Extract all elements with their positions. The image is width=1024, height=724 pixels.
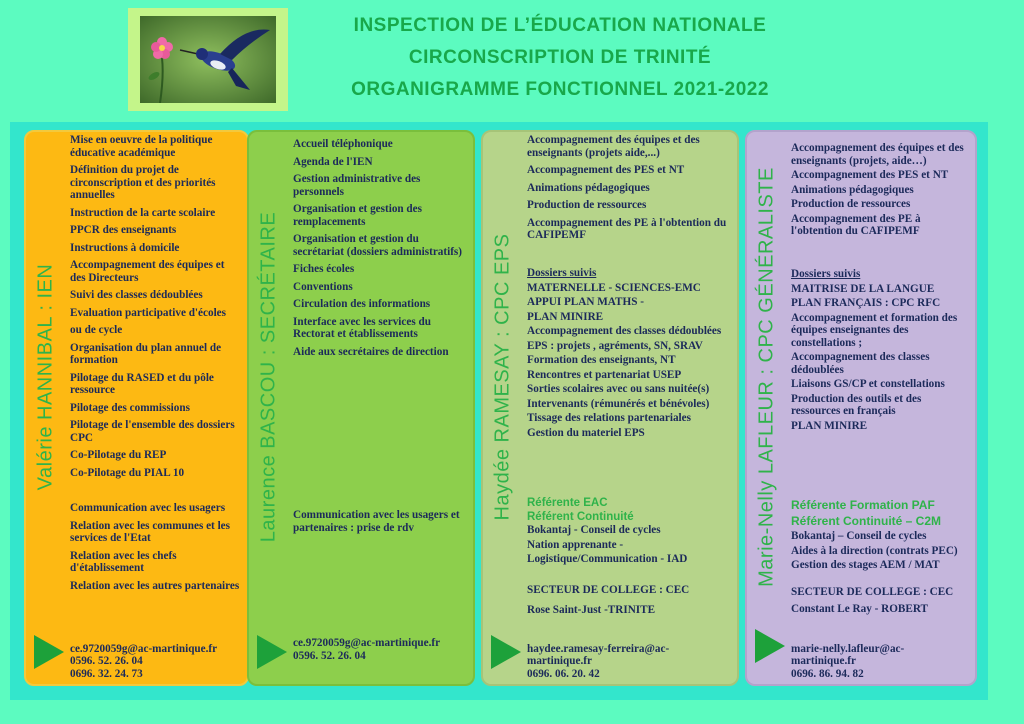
- task-item: Accompagnement des équipes et des enseignants (projets, aide…): [791, 142, 964, 167]
- task-item: Conventions: [293, 280, 353, 293]
- dossier-item: Liaisons GS/CP et constellations: [791, 378, 945, 390]
- contact-block: [70, 643, 241, 681]
- task-item: Accueil téléphonique: [293, 138, 393, 150]
- task-list: [70, 134, 241, 484]
- name-banner: [251, 142, 287, 612]
- dossier-item: Production des outils et des ressources en français: [791, 392, 922, 417]
- referent-label: Référente EAC: [527, 497, 608, 509]
- task-item: Relation avec les chefs d'établissement: [70, 549, 177, 574]
- dossier-item: Accompagnement et formation des équipes enseignantes des constellations ;: [791, 311, 958, 349]
- dossier-item: Gestion du materiel EPS: [527, 426, 645, 439]
- secteur-name: Rose Saint-Just -TRINITE: [527, 603, 656, 616]
- dossier-item: Sorties scolaires avec ou sans nuitée(s): [527, 383, 710, 395]
- person-name: Haydée RAMESAY : CPC EPS: [491, 233, 514, 521]
- phone-number: 0696. 06. 20. 42: [527, 667, 600, 680]
- task-item: Pilotage de l'ensemble des dossiers CPC: [70, 419, 235, 444]
- title-line-1: INSPECTION DE L’ÉDUCATION NATIONALE: [353, 15, 767, 36]
- task-item: Interface avec les services du Rectorat et établissements: [293, 315, 431, 340]
- title-line-3: ORGANIGRAMME FONCTIONNEL 2021-2022: [351, 79, 769, 100]
- referent-block: [527, 496, 731, 568]
- task-item: Accompagnement des PE à l'obtention du CAFIPEMF: [527, 216, 727, 241]
- referent-label: Référent Continuité: [527, 511, 634, 523]
- name-banner: [28, 142, 64, 612]
- header-titles: [300, 10, 820, 106]
- secteur-block: [791, 586, 969, 617]
- secteur-label: SECTEUR DE COLLEGE : CEC: [791, 586, 954, 598]
- task-item: ou de cycle: [70, 324, 123, 336]
- dossier-item: APPUI PLAN MATHS -: [527, 296, 644, 308]
- secteur-label: SECTEUR DE COLLEGE : CEC: [527, 584, 690, 596]
- arrow-icon: [755, 629, 785, 663]
- contact-block: [527, 643, 731, 681]
- dossiers-list: [791, 268, 969, 434]
- task-item: Définition du projet de circonscription et des priorités annuelles: [70, 164, 216, 201]
- title-line-2: CIRCONSCRIPTION DE TRINITÉ: [408, 47, 712, 68]
- person-name: Laurence BASCOU : SECRÉTAIRE: [257, 211, 280, 543]
- task-item: Relation avec les communes et les services de l'Etat: [70, 519, 231, 544]
- dossier-item: PLAN MINIRE: [527, 310, 604, 323]
- arrow-icon: [34, 635, 64, 669]
- dossier-item: Rencontres et partenariat USEP: [527, 368, 682, 381]
- dossier-item: PLAN MINIRE: [791, 419, 868, 432]
- name-banner: [749, 142, 785, 612]
- contact-block: [293, 637, 467, 662]
- task-item: Fiches écoles: [293, 263, 355, 275]
- column-cpc-eps: [481, 130, 739, 686]
- dossiers-heading: Dossiers suivis: [527, 267, 597, 279]
- relations-list: [70, 502, 241, 597]
- email-link[interactable]: ce.9720059g@ac-martinique.fr: [293, 637, 441, 649]
- task-item: Pilotage des commissions: [70, 401, 190, 414]
- phone-number: 0596. 52. 26. 04: [293, 649, 366, 662]
- task-item: Animations pédagogiques: [527, 181, 650, 194]
- referent-block: [791, 498, 969, 574]
- dossier-item: Accompagnement des classes dédoublées: [527, 325, 722, 337]
- task-item: Instruction de la carte scolaire: [70, 206, 216, 219]
- task-item: Pilotage du RASED et du pôle ressource: [70, 371, 214, 396]
- task-item: Accompagnement des PES et NT: [527, 164, 685, 176]
- dossier-item: Intervenants (rémunérés et bénévoles): [527, 397, 710, 410]
- dossiers-heading: Dossiers suivis: [791, 268, 861, 280]
- task-item: PPCR des enseignants: [70, 224, 177, 236]
- name-banner: [485, 142, 521, 612]
- column-secretaire: [247, 130, 475, 686]
- task-item: Organisation et gestion des remplacements: [293, 203, 422, 228]
- phone-number: 0596. 52. 26. 04: [70, 655, 143, 667]
- extra-item: Bokantaj - Conseil de cycles: [527, 524, 661, 536]
- extra-item: Gestion des stages AEM / MAT: [791, 559, 940, 571]
- dossier-item: Accompagnement des classes dédoublées: [791, 351, 930, 376]
- arrow-icon: [491, 635, 521, 669]
- secteur-block: [527, 584, 731, 618]
- task-item: Aide aux secrétaires de direction: [293, 345, 449, 358]
- dossier-item: MAITRISE DE LA LANGUE: [791, 282, 935, 295]
- task-item: Communication avec les usagers: [70, 502, 226, 514]
- task-item: Mise en oeuvre de la politique éducative académique: [70, 134, 213, 159]
- task-list: [791, 142, 969, 240]
- extra-item: Nation apprenante -: [527, 538, 624, 551]
- task-item: Production de ressources: [791, 198, 911, 210]
- dossier-item: PLAN FRANÇAIS : CPC RFC: [791, 297, 941, 309]
- task-item: Agenda de l'IEN: [293, 155, 373, 168]
- person-name: Marie-Nelly LAFLEUR : CPC GÉNÉRALISTE: [755, 167, 778, 587]
- task-item: Communication avec les usagers et partenaires : prise de rdv: [293, 509, 460, 534]
- dossiers-list: [527, 267, 731, 441]
- email-link[interactable]: marie-nelly.lafleur@ac-martinique.fr: [791, 642, 905, 667]
- dossier-item: Formation des enseignants, NT: [527, 354, 676, 366]
- extra-item: Aides à la direction (contrats PEC): [791, 544, 958, 557]
- task-item: Accompagnement des PE à l'obtention du CAFIPEMF: [791, 212, 921, 237]
- dossier-item: Tissage des relations partenariales: [527, 412, 691, 424]
- dossier-item: MATERNELLE - SCIENCES-EMC: [527, 281, 701, 294]
- task-item: Evaluation participative d'écoles: [70, 306, 226, 319]
- column-cpc-generaliste: [745, 130, 977, 686]
- contact-block: [791, 643, 969, 681]
- task-item: Production de ressources: [527, 199, 647, 211]
- task-item: Accompagnement des PES et NT: [791, 169, 949, 181]
- task-item: Co-Pilotage du REP: [70, 449, 167, 461]
- relations-list: [293, 509, 467, 539]
- secteur-name: Constant Le Ray - ROBERT: [791, 602, 928, 615]
- task-list: [527, 134, 731, 247]
- referent-label: Référente Formation PAF: [791, 498, 935, 512]
- hummingbird-flower-icon: [140, 16, 276, 103]
- task-item: Accompagnement des équipes et des enseignants (projets aide,...): [527, 134, 700, 159]
- logo-box: [128, 8, 288, 111]
- task-item: Animations pédagogiques: [791, 183, 914, 196]
- task-item: Gestion administrative des personnels: [293, 173, 421, 198]
- referent-label: Référent Continuité – C2M: [791, 514, 942, 528]
- phone-number: 0696. 86. 94. 82: [791, 667, 864, 680]
- task-item: Instructions à domicile: [70, 241, 180, 254]
- task-item: Accompagnement des équipes et des Directeurs: [70, 259, 225, 284]
- task-item: Organisation et gestion du secrétariat (dossiers administratifs): [293, 233, 463, 258]
- extra-item: Bokantaj – Conseil de cycles: [791, 530, 927, 542]
- task-list: [293, 138, 467, 363]
- dossier-item: EPS : projets , agréments, SN, SRAV: [527, 339, 703, 352]
- phone-number: 0696. 32. 24. 73: [70, 667, 143, 680]
- column-ien: [24, 130, 249, 686]
- task-item: Organisation du plan annuel de formation: [70, 341, 222, 366]
- task-item: Co-Pilotage du PIAL 10: [70, 466, 185, 479]
- email-link[interactable]: ce.9720059g@ac-martinique.fr: [70, 642, 218, 655]
- arrow-icon: [257, 635, 287, 669]
- extra-item: Logistique/Communication - IAD: [527, 553, 688, 565]
- task-item: Suivi des classes dédoublées: [70, 289, 203, 301]
- task-item: Relation avec les autres partenaires: [70, 579, 240, 592]
- email-link[interactable]: haydee.ramesay-ferreira@ac-martinique.fr: [527, 642, 670, 667]
- task-item: Circulation des informations: [293, 298, 431, 310]
- person-name: Valérie HANNIBAL : IEN: [34, 263, 57, 491]
